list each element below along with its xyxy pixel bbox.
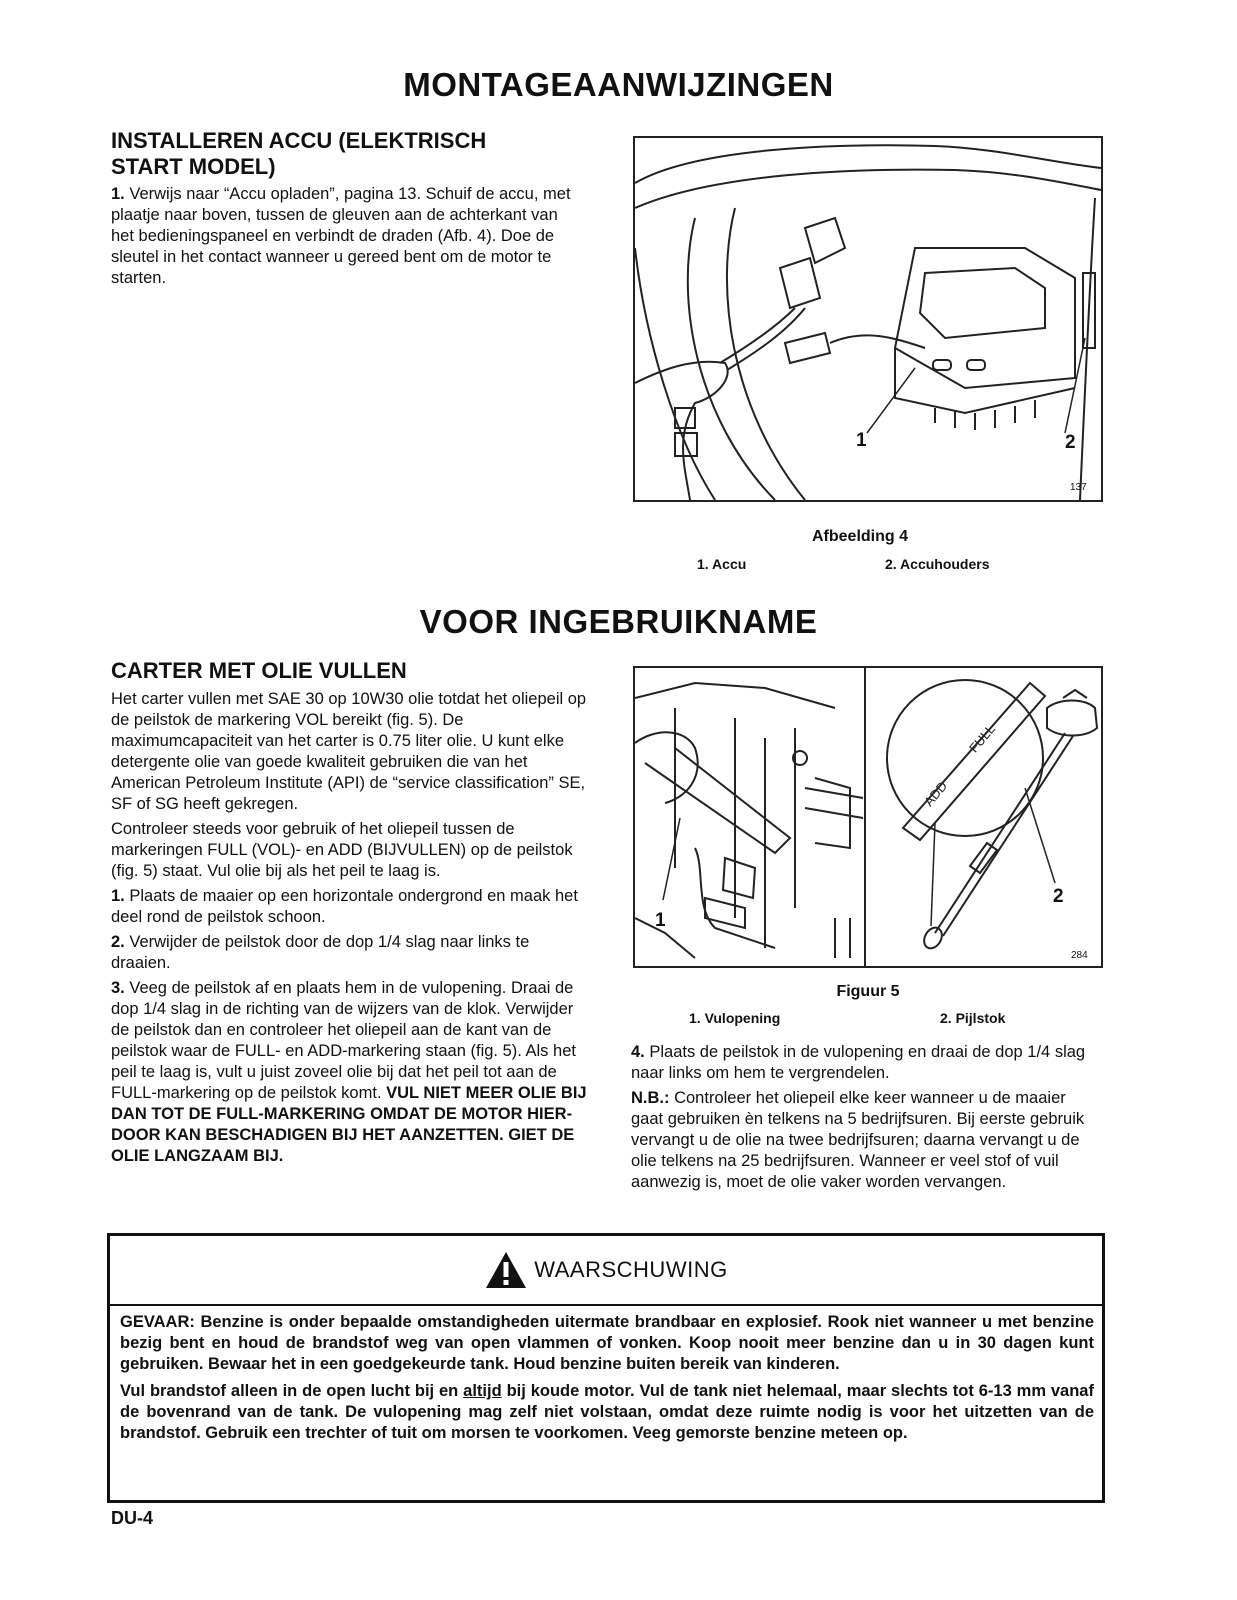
note-label: N.B.: — [631, 1089, 670, 1107]
step-text: Plaats de peilstok in de vulopening en draai de dop 1/4 slag naar links om hem te vergrendelen. — [631, 1043, 1086, 1082]
step-warning-text: VUL NIET MEER OLIE BIJ DAN TOT DE FULL-MARKERING OMDAT DE MOTOR HIER-DOOR KAN BESCHADIGEN BIJ HET AANZETTEN. GIET DE OLIE LANGZAAM BIJ. — [111, 1084, 587, 1165]
step-text: Veeg de peilstok af en plaats hem in de vulopening. Draai de dop 1/4 slag in de richting van de wijzers van de klok. Verwijder de peilstok dan en controleer het oliepeil aan de kant van de peilstok waar de FULL- en ADD-markering staan (fig. 5). Als het peil te laag is, vult u juist zoveel olie bij dat het peil tot aan de FULL-markering op de peilstok komt. — [111, 979, 576, 1102]
carter-step-3 — [111, 978, 589, 1167]
warning-paragraph-2 — [120, 1381, 1094, 1444]
step-number: 2. — [111, 933, 125, 951]
carter-body — [111, 689, 589, 1171]
warning-p2-start: Vul brandstof alleen in de open lucht bij en — [120, 1382, 459, 1400]
warning-p2-end: bij koude motor. Vul de tank niet helemaal, maar slechts tot 6-13 mm vanaf de bovenrand van de tank. De vulopening mag zelf niet volstaan, omdat deze ruimte nodig is voor het uitzetten van de brandstof. Gebruik een trechter of tuit om morsen te voorkomen. Veeg gemorste benzine meteen op. — [120, 1382, 1094, 1442]
figure-code: 137 — [1070, 482, 1087, 493]
warning-title: WAARSCHUWING — [534, 1257, 728, 1282]
step-number: 4. — [631, 1043, 645, 1061]
figure-4-caption: Afbeelding 4 — [811, 528, 908, 545]
figure-5-illustration — [633, 666, 1103, 968]
dipstick-drawing — [635, 668, 1101, 966]
callout-1: 1 — [856, 430, 867, 451]
warning-header — [110, 1236, 1102, 1306]
callout-2: 2 — [1053, 886, 1064, 907]
step-number: 3. — [111, 979, 125, 997]
page-number: DU-4 — [111, 1508, 154, 1528]
carter-note — [631, 1088, 1089, 1193]
warning-body — [120, 1312, 1094, 1450]
dipstick-mark-add: ADD — [921, 778, 951, 810]
carter-paragraph-2: Controleer steeds voor gebruik of het oliepeil tussen de markeringen FULL (VOL)- en ADD (BIJVULLEN) op de peilstok (fig. 5) staat. Vul olie bij als het peil te laag is. — [111, 820, 573, 880]
step-text: Plaats de maaier op een horizontale ondergrond en maak het deel rond de peilstok schoon. — [111, 887, 578, 926]
figure-4-legend-1: 1. Accu — [697, 556, 747, 572]
step-text: Verwijs naar “Accu opladen”, pagina 13. Schuif de accu, met plaatje naar boven, tussen de gleuven aan de achterkant van het bedieningspaneel en verbindt de draden (Afb. 4). Doe de sleutel in het contact wanneer u gereed bent om de motor te starten. — [111, 185, 571, 287]
figure-code: 284 — [1071, 950, 1088, 961]
dipstick-mark-full: FULL — [966, 721, 998, 756]
callout-line-2 — [1025, 788, 1055, 883]
note-text: Controleer het oliepeil elke keer wanneer u de maaier gaat gebruiken èn telkens na 5 bedrijfsuren. Bij eerste gebruik vervangt u de olie na twee bedrijfsuren; daarna vervangt u de olie telkens na 25 bedrijfsuren. Wanneer er veel stof of vuil aanwezig is, moet de olie vaker worden vervangen. — [631, 1089, 1085, 1191]
heading-carter-met-olie-vullen: CARTER MET OLIE VULLEN — [111, 658, 407, 683]
carter-paragraph-1: Het carter vullen met SAE 30 op 10W30 olie totdat het oliepeil op de peilstok de markering VOL bereikt (fig. 5). De maximumcapaciteit van het carter is 0.75 liter olie. U kunt elke detergente olie van goede kwaliteit gebruiken die van het American Petroleum Institute (API) de “service classification” SE, SF of SG heeft gekregen. — [111, 690, 587, 813]
figure-5-legend-2: 2. Pijlstok — [940, 1010, 1006, 1026]
carter-step-2 — [111, 932, 589, 974]
carter-step-4 — [631, 1042, 1089, 1084]
figure-4-illustration — [633, 136, 1103, 502]
battery-install-drawing — [635, 138, 1101, 500]
warning-triangle-icon — [484, 1250, 528, 1290]
accu-step-1 — [111, 184, 571, 293]
carter-right-column — [631, 1042, 1089, 1197]
figure-4-legend-2: 2. Accuhouders — [885, 556, 990, 572]
warning-box — [107, 1233, 1105, 1503]
callout-1: 1 — [655, 910, 666, 931]
figure-5-legend-1: 1. Vulopening — [689, 1010, 781, 1026]
section-title-montage: MONTAGEAANWIJZINGEN — [403, 66, 834, 103]
heading-installeren-accu: INSTALLEREN ACCU (ELEKTRISCH START MODEL) — [111, 128, 487, 179]
warning-p2-underlined: altijd — [463, 1382, 502, 1400]
step-text: Verwijder de peilstok door de dop 1/4 slag naar links te draaien. — [111, 933, 530, 972]
step-number: 1. — [111, 887, 125, 905]
step-number: 1. — [111, 185, 125, 203]
section-title-voor-ingebruikname: VOOR INGEBRUIKNAME — [419, 603, 818, 640]
figure-5-caption: Figuur 5 — [836, 983, 900, 1000]
warning-paragraph-1: GEVAAR: Benzine is onder bepaalde omstandigheden uitermate brandbaar en explosief. Rook niet wanneer u met benzine bezig bent en houd de brandstof weg van open vlammen of vonken. Koop nooit meer benzine dan u in 30 dagen kunt gebruiken. Bewaar het in een goedgekeurde tank. Houd benzine buiten bereik van kinderen. — [120, 1313, 1094, 1373]
carter-step-1 — [111, 886, 589, 928]
callout-2: 2 — [1065, 432, 1076, 453]
callout-line-1 — [663, 818, 680, 900]
